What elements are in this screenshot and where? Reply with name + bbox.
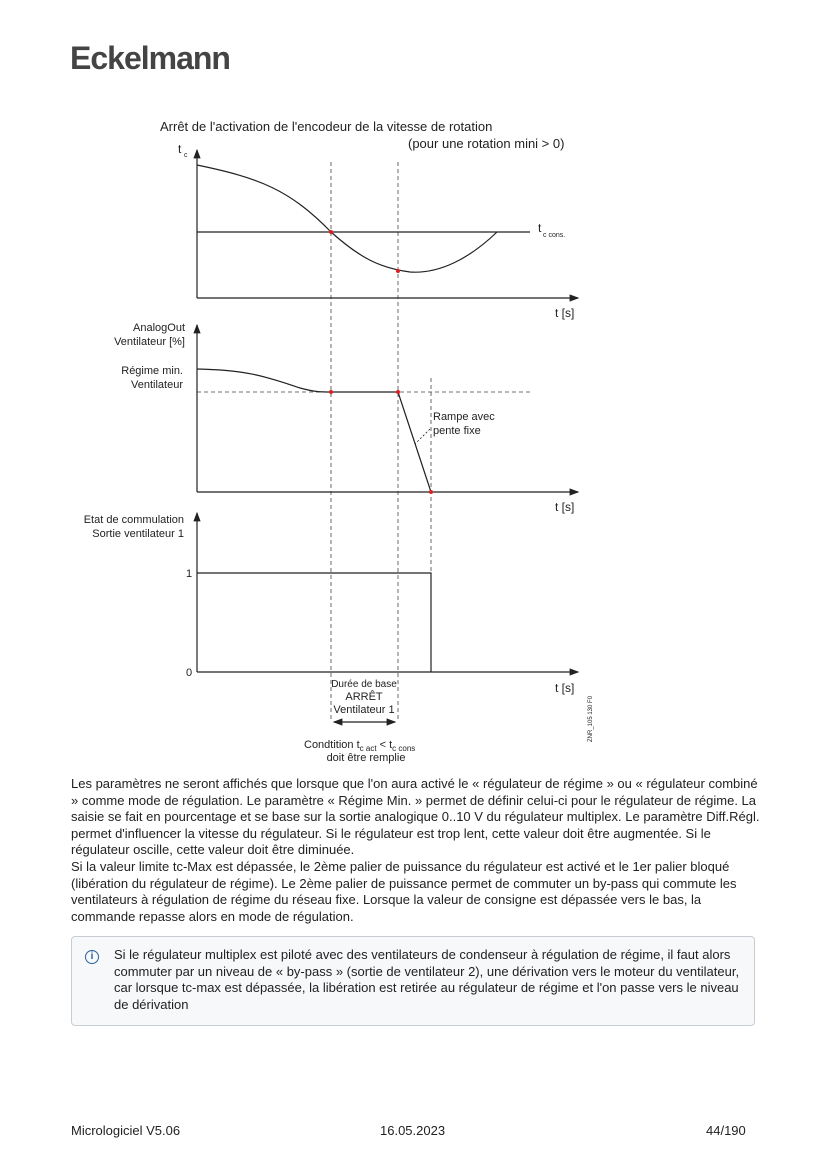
- chart1-ylabel: t: [178, 142, 182, 156]
- duration-label: ARRÊT: [345, 691, 383, 703]
- duration-label: Ventilateur 1: [333, 704, 395, 716]
- condition-label: Condtition $t_{c act} < t_{c cons}$: [304, 739, 416, 753]
- ramp-annotation: Rampe avec: [433, 411, 495, 423]
- level-label: Régime min.: [121, 365, 183, 377]
- marker: [396, 390, 400, 394]
- chart2-ylabel: AnalogOut: [133, 322, 185, 334]
- chart1-ylabel-sub: c: [184, 152, 188, 159]
- tick-1: 1: [186, 568, 193, 580]
- chart3-xlabel: t [s]: [555, 681, 575, 695]
- crossing-marker: [329, 230, 333, 234]
- diagram-subtitle: (pour une rotation mini > 0): [408, 136, 565, 151]
- ramp-annotation: pente fixe: [433, 425, 481, 437]
- chart-switch-state: [197, 513, 578, 722]
- footer-page: 44/190: [706, 1123, 746, 1138]
- marker: [429, 490, 433, 494]
- eckelmann-logo: Eckelmann: [70, 40, 230, 76]
- chart-temperature: [197, 150, 578, 298]
- tick-0: 0: [186, 667, 193, 679]
- min-marker: [396, 269, 400, 273]
- chart2-ylabel: Ventilateur [%]: [114, 336, 185, 348]
- footer-date: 16.05.2023: [380, 1123, 446, 1138]
- figure-reference: ZNR_105 130 F0: [588, 695, 594, 742]
- setpoint-sub: c cons.: [543, 232, 566, 239]
- setpoint-label: t: [538, 221, 542, 235]
- diagram-title: Arrêt de l'activation de l'encodeur de la vitesse de rotation: [160, 119, 493, 134]
- chart1-xlabel: t [s]: [555, 306, 575, 320]
- chart3-ylabel: Sortie ventilateur 1: [92, 528, 184, 540]
- info-icon: i: [85, 950, 99, 964]
- paragraph: Les paramètres ne seront affichés que lorsque que l'on aura activé le « régulateur de régime » ou « régulateur combiné » comme mode de régulation. Le paramètre « Régime Min. » permet de définir celui-ci pour le régulateur de régime. La saisie se fait en pourcentage et se base sur la sortie analogique 0..10 V du régulateur multiplex. Le paramètre Diff.Régl. permet d'influencer la vitesse du régulateur. Si le régulateur est trop lent, cette valeur doit être augmentée. Si le régulateur oscille, cette valeur doit être diminuée.: [71, 776, 760, 857]
- paragraph: Si la valeur limite tc-Max est dépassée, le 2ème palier de puissance du régulateur est activé et le 1er palier bloqué (libération du régulateur de régime). Le 2ème palier de puissance permet de commuter un by-pass qui commute les ventilateurs à régulation de régime du réseau fixe. Lorsque la valeur de consigne est dépassée vers le bas, la commande repasse alors en mode de régulation.: [71, 859, 737, 924]
- chart3-ylabel: Etat de commulation: [83, 514, 184, 526]
- level-label: Ventilateur: [131, 379, 183, 391]
- condition-label: doit être remplie: [326, 752, 406, 764]
- info-note: [71, 936, 755, 1026]
- duration-label: Durée de base: [331, 679, 397, 690]
- chart-analog-out: [197, 325, 578, 492]
- note-text: Si le régulateur multiplex est piloté avec des ventilateurs de condenseur à régulation de régime, il faut alors commuter par un niveau de « by-pass » (sortie de ventilateur 2), une dérivation vers le moteur du ventilateur, car lorsque tc-max est dépassée, la libération est retirée au régulateur de régime et l'on passe vers le niveau de dérivation: [114, 947, 740, 1012]
- chart2-xlabel: t [s]: [555, 500, 575, 514]
- footer-product: Micrologiciel V5.06: [71, 1123, 181, 1138]
- marker: [329, 390, 333, 394]
